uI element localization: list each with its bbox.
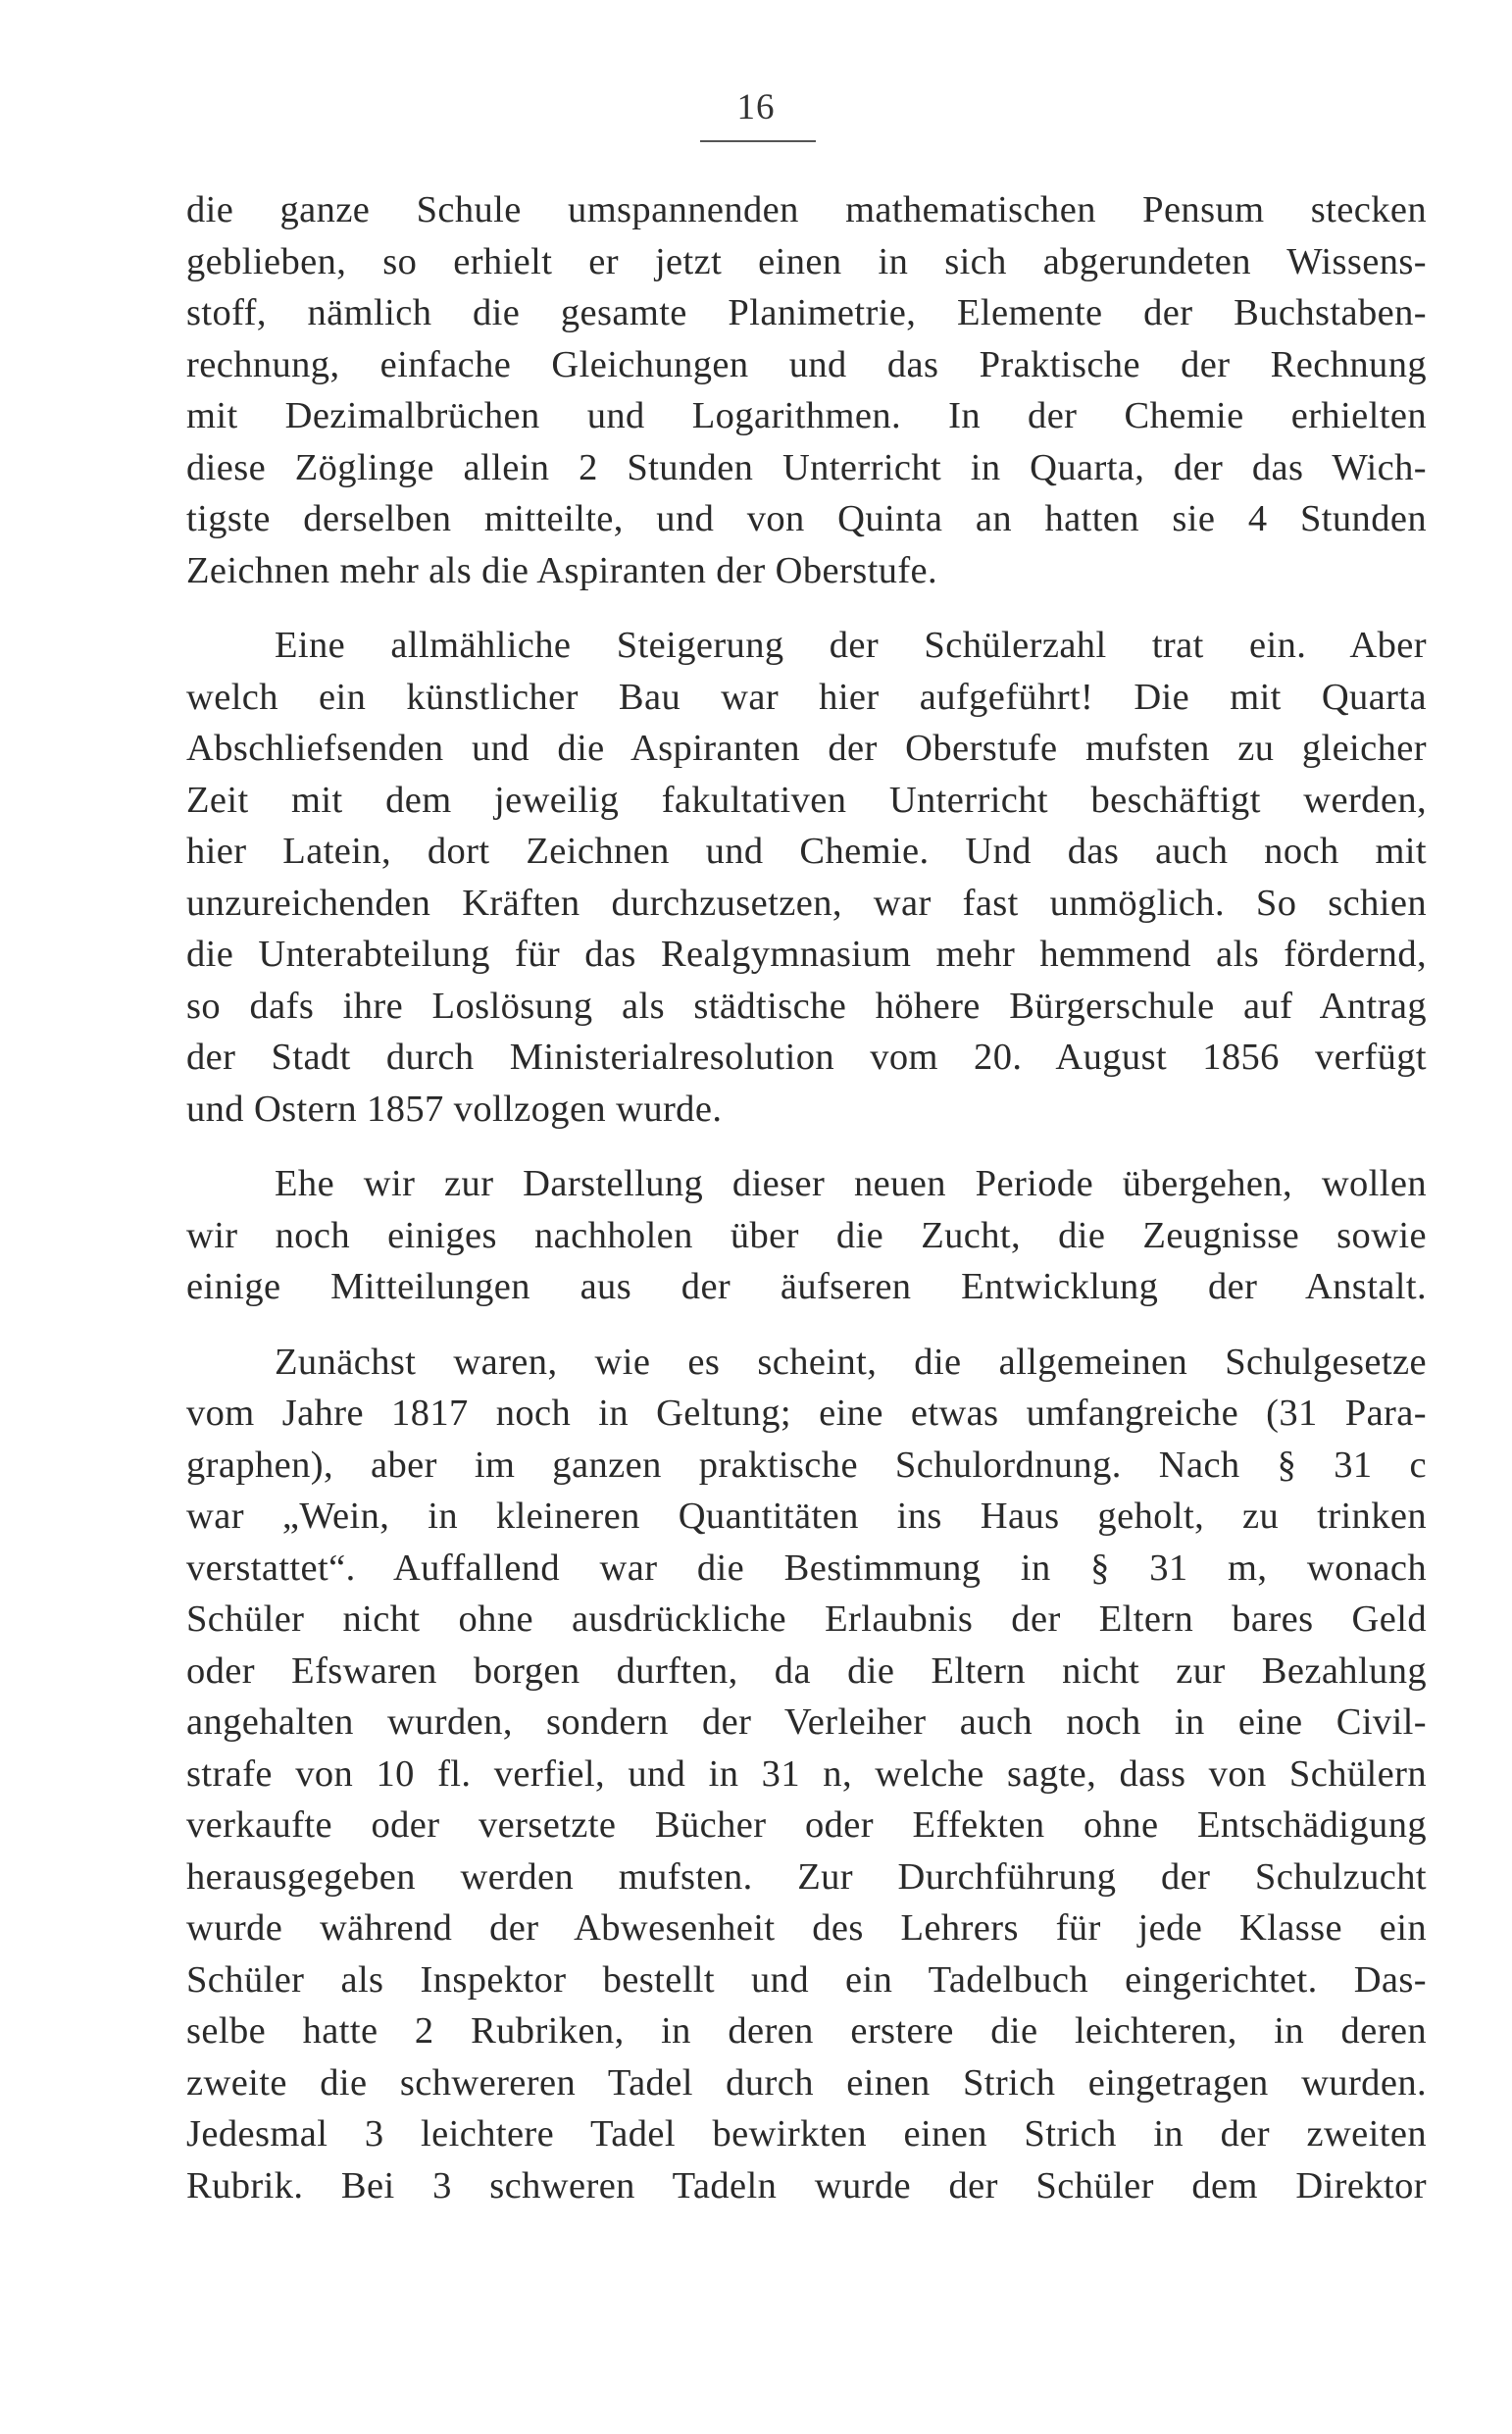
paragraph	[186, 1158, 1427, 1313]
paragraph	[186, 184, 1427, 596]
text-line: verkaufte oder versetzte Bücher oder Effekten ohne Entschädigung	[186, 1804, 1427, 1846]
text-line: graphen), aber im ganzen praktische Schulordnung. Nach § 31 c	[186, 1444, 1427, 1486]
text-line: hier Latein, dort Zeichnen und Chemie. Und das auch noch mit	[186, 831, 1427, 872]
text-line: wurde während der Abwesenheit des Lehrers für jede Klasse ein	[186, 1907, 1427, 1949]
text-line: zweite die schwereren Tadel durch einen Strich eingetragen wurden.	[186, 2061, 1427, 2104]
text-line: war „Wein, in kleineren Quantitäten ins Haus geholt, zu trinken	[186, 1496, 1427, 1537]
text-line: welch ein künstlicher Bau war hier aufgeführt! Die mit Quarta	[186, 676, 1427, 718]
text-line: rechnung, einfache Gleichungen und das Praktische der Rechnung	[186, 343, 1427, 385]
text-line: selbe hatte 2 Rubriken, in deren erstere die leichteren, in deren	[186, 2010, 1427, 2052]
text-line: Eine allmähliche Steigerung der Schülerzahl trat ein. Aber	[275, 625, 1427, 666]
text-line: der Stadt durch Ministerialresolution vom 20. August 1856 verfügt	[186, 1037, 1427, 1078]
text-line: verstattet“. Auffallend war die Bestimmung in § 31 m, wonach	[186, 1547, 1427, 1589]
text-line: tigste derselben mitteilte, und von Quinta an hatten sie 4 Stunden	[186, 498, 1427, 539]
text-line: Abschliefsenden und die Aspiranten der Oberstufe mufsten zu gleicher	[186, 728, 1427, 769]
text-line: mit Dezimalbrüchen und Logarithmen. In der Chemie erhielten	[186, 395, 1427, 436]
paragraph	[186, 620, 1427, 1135]
text-line: Zunächst waren, wie es scheint, die allgemeinen Schulgesetze	[275, 1341, 1427, 1383]
text-line: Rubrik. Bei 3 schweren Tadeln wurde der Schüler dem Direktor	[186, 2164, 1427, 2206]
text-line: so dafs ihre Loslösung als städtische höhere Bürgerschule auf Antrag	[186, 985, 1427, 1027]
text-line: Schüler nicht ohne ausdrückliche Erlaubnis der Eltern bares Geld	[186, 1598, 1427, 1640]
text-line: angehalten wurden, sondern der Verleiher auch noch in eine Civil-	[186, 1701, 1427, 1743]
paragraph	[186, 1337, 1427, 2212]
text-line: oder Efswaren borgen durften, da die Eltern nicht zur Bezahlung	[186, 1649, 1427, 1692]
body-text	[186, 184, 1427, 2211]
text-line: wir noch einiges nachholen über die Zucht, die Zeugnisse sowie	[186, 1214, 1427, 1256]
text-line: stoff, nämlich die gesamte Planimetrie, Elemente der Buchstaben-	[186, 292, 1427, 333]
text-line: strafe von 10 fl. verfiel, und in 31 n, welche sagte, dass von Schülern	[186, 1752, 1427, 1795]
page-number: 16	[736, 87, 776, 127]
text-line: vom Jahre 1817 noch in Geltung; eine etwas umfangreiche (31 Para-	[186, 1393, 1427, 1434]
text-line: die ganze Schule umspannenden mathematischen Pensum stecken	[186, 189, 1427, 230]
text-line: geblieben, so erhielt er jetzt einen in sich abgerundeten Wissens-	[186, 240, 1427, 282]
text-line: die Unterabteilung für das Realgymnasium mehr hemmend als fördernd,	[186, 934, 1427, 975]
text-line: Zeit mit dem jeweilig fakultativen Unterricht beschäftigt werden,	[186, 779, 1427, 821]
text-line: unzureichenden Kräften durchzusetzen, war fast unmöglich. So schien	[186, 882, 1427, 924]
text-line: einige Mitteilungen aus der äufseren Entwicklung der Anstalt.	[186, 1266, 1427, 1307]
text-line: diese Zöglinge allein 2 Stunden Unterricht in Quarta, der das Wich-	[186, 446, 1427, 488]
text-line: Jedesmal 3 leichtere Tadel bewirkten einen Strich in der zweiten	[186, 2113, 1427, 2155]
text-line: Ehe wir zur Darstellung dieser neuen Periode übergehen, wollen	[275, 1163, 1427, 1204]
header-rule	[700, 140, 816, 142]
text-line: und Ostern 1857 vollzogen wurde.	[186, 1088, 723, 1130]
text-line: Schüler als Inspektor bestellt und ein Tadelbuch eingerichtet. Das-	[186, 1958, 1427, 2001]
text-line: herausgegeben werden mufsten. Zur Durchführung der Schulzucht	[186, 1855, 1427, 1898]
text-line: Zeichnen mehr als die Aspiranten der Oberstufe.	[186, 549, 938, 591]
